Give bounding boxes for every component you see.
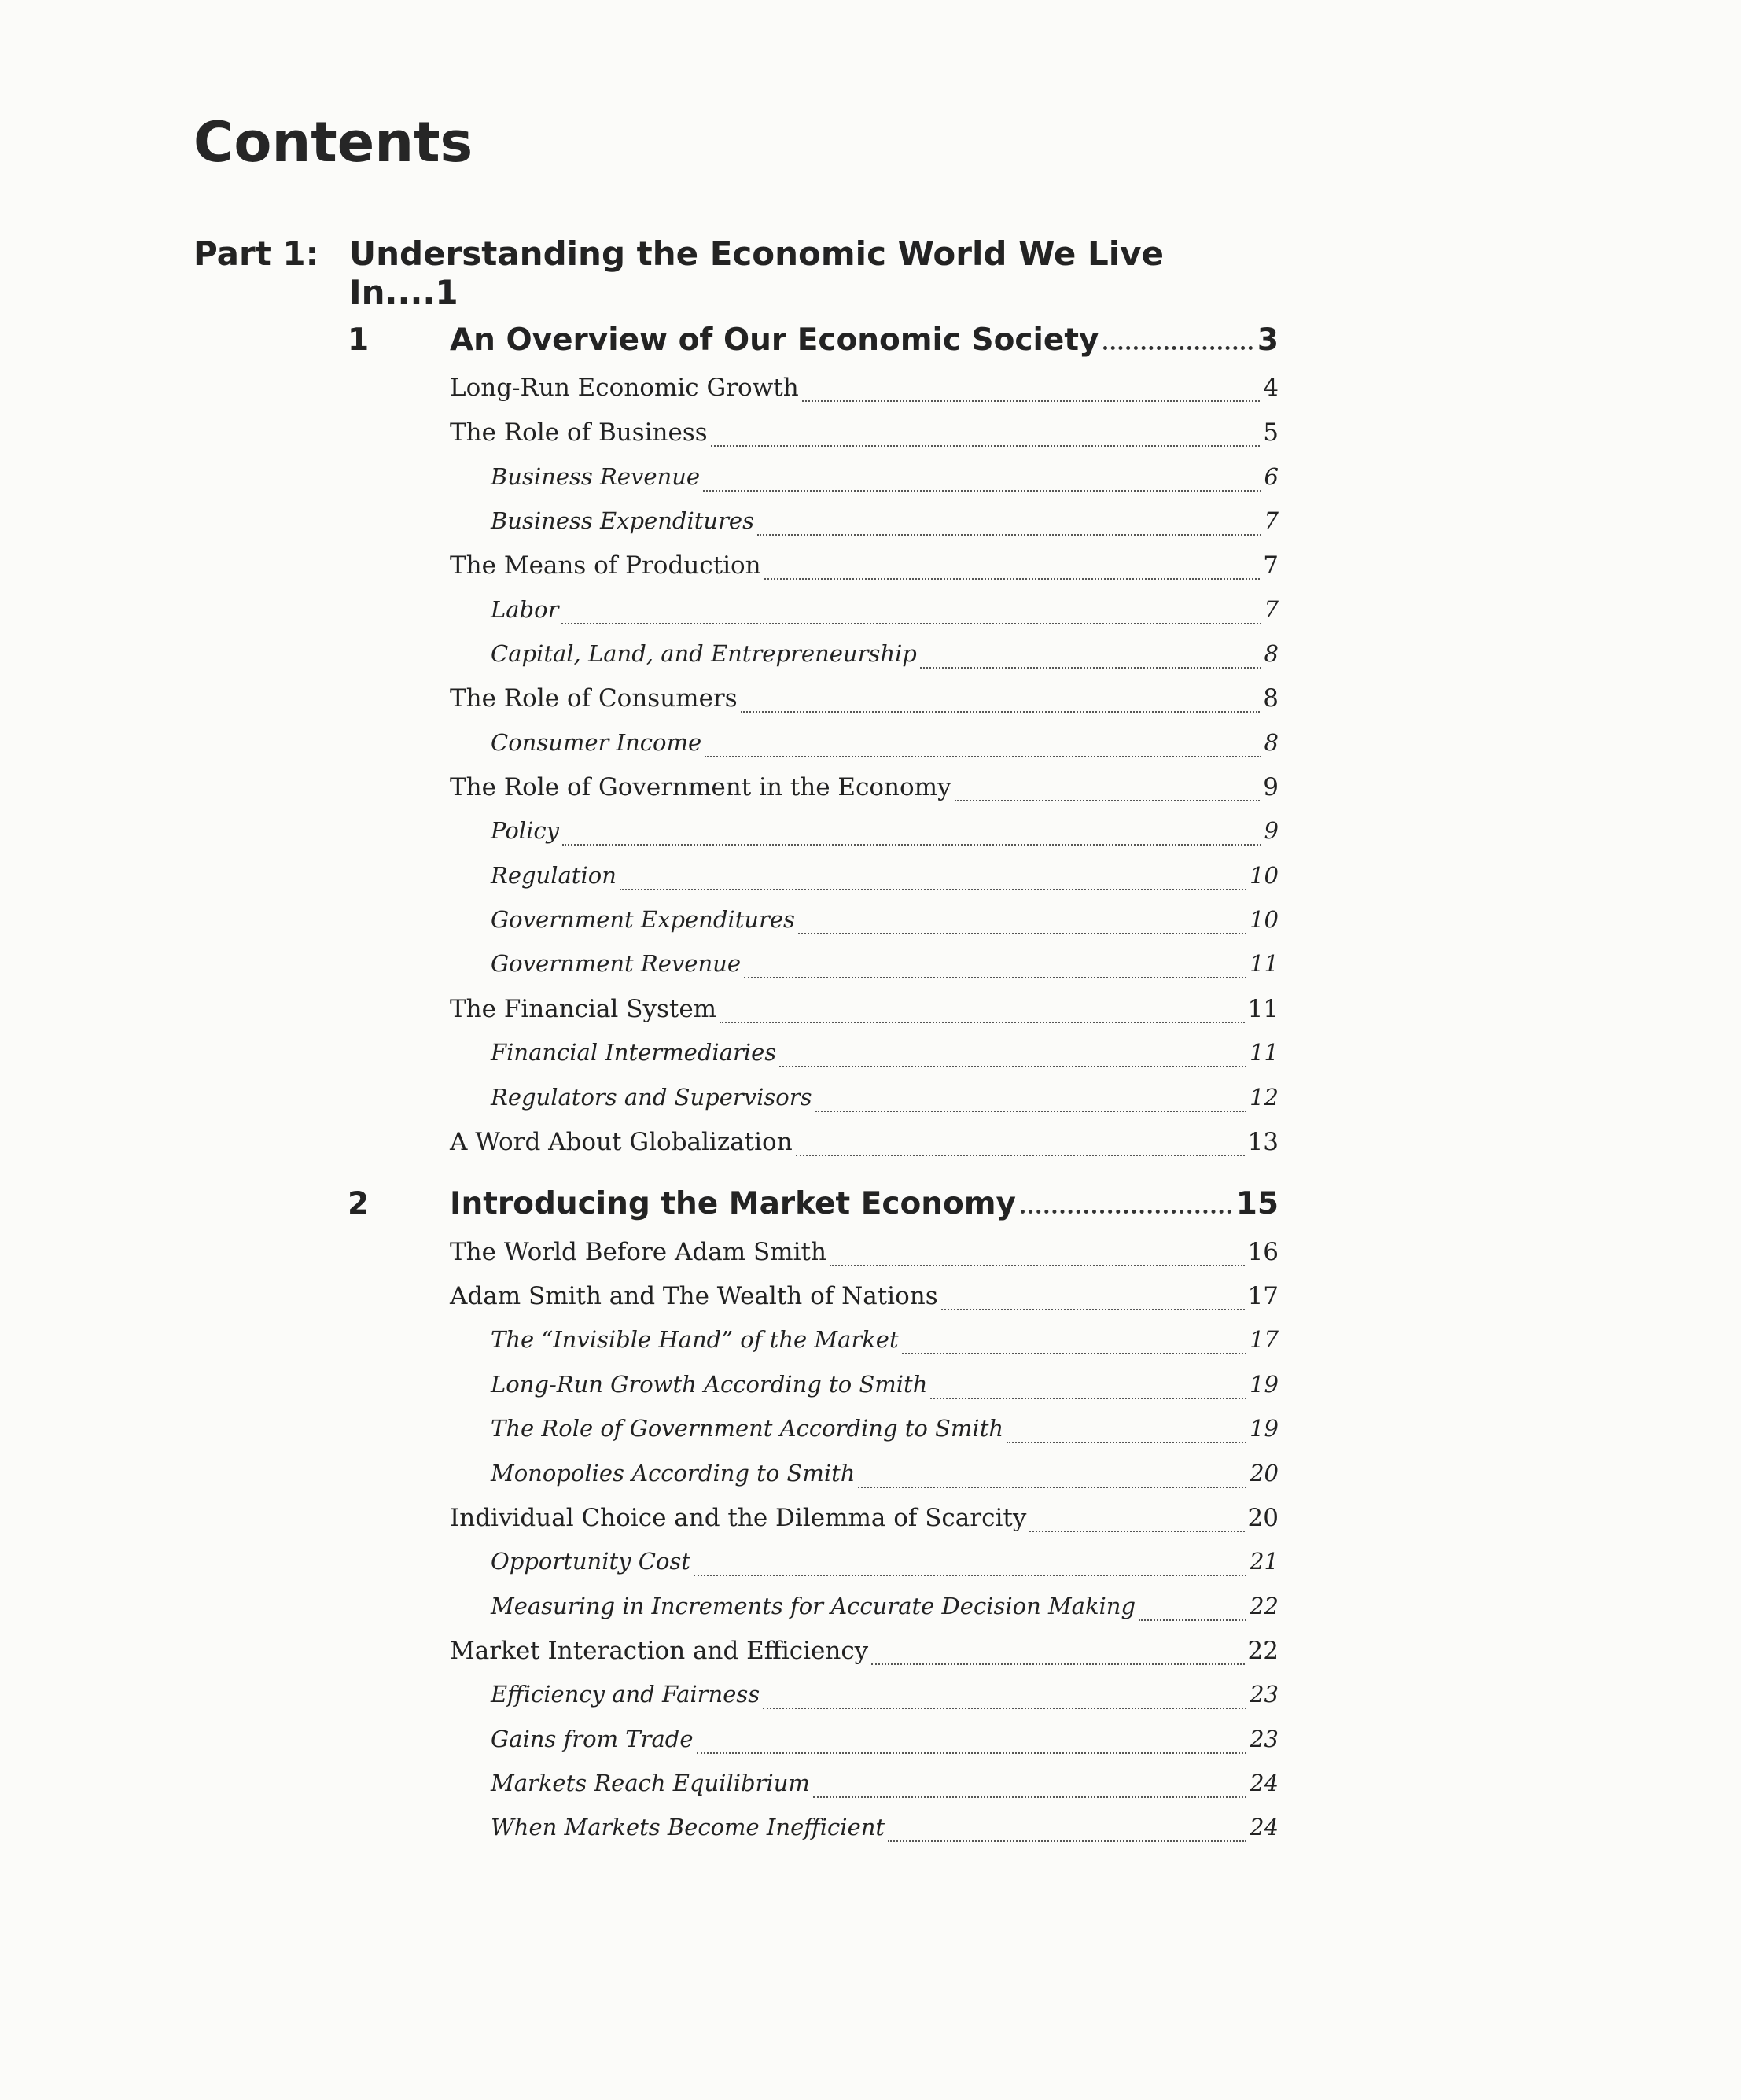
entry-title: Capital, Land, and Entrepreneurship: [491, 640, 917, 667]
entry-page: 19: [1250, 1415, 1279, 1442]
toc-subentry[interactable]: [491, 596, 1279, 631]
toc-subentry[interactable]: [491, 1593, 1279, 1627]
part-title: Understanding the Economic World We Live In....1: [349, 234, 1165, 311]
chapter-page: 3: [1257, 322, 1279, 358]
part-page: 1: [435, 273, 458, 311]
chapter-heading[interactable]: [348, 1186, 1279, 1229]
leader-dots: [871, 1663, 1244, 1665]
leader-dots: [1029, 1531, 1244, 1532]
entry-page: 8: [1264, 640, 1279, 667]
leader-dots: [1103, 346, 1252, 350]
chapter-heading[interactable]: [348, 322, 1279, 365]
chapter-number: 2: [348, 1186, 370, 1221]
leader-dots: [779, 1066, 1246, 1067]
entry-page: 11: [1250, 950, 1279, 977]
entry-page: 10: [1250, 906, 1279, 933]
leader-dots: [705, 756, 1261, 757]
entry-page: 10: [1250, 862, 1279, 889]
entry-page: 7: [1264, 507, 1279, 534]
toc-subentry[interactable]: [491, 463, 1279, 498]
leader-dots: [561, 623, 1261, 624]
toc-subentry[interactable]: [491, 507, 1279, 542]
toc-subentry[interactable]: [491, 906, 1279, 941]
toc-entry[interactable]: [450, 418, 1279, 453]
toc-subentry[interactable]: [491, 640, 1279, 675]
entry-title: Government Expenditures: [491, 906, 795, 933]
entry-page: 9: [1264, 817, 1279, 844]
leader-dots: [741, 711, 1261, 713]
toc-subentry[interactable]: [491, 729, 1279, 764]
toc-subentry[interactable]: [491, 1681, 1279, 1715]
toc-subentry[interactable]: [491, 1084, 1279, 1118]
entry-page: 13: [1247, 1128, 1279, 1156]
leader-dots: [1139, 1619, 1246, 1621]
entry-title: Measuring in Increments for Accurate Decision Making: [491, 1593, 1136, 1619]
leader-dots: [697, 1752, 1247, 1754]
leader-dots: [930, 1398, 1246, 1399]
toc-subentry[interactable]: [491, 1726, 1279, 1760]
toc-entry[interactable]: [450, 374, 1279, 408]
entry-page: 21: [1250, 1548, 1279, 1575]
leader-dots: [798, 933, 1246, 934]
leader-dots: [796, 1155, 1245, 1156]
leader-dots: [620, 889, 1246, 890]
leader-dots: [764, 578, 1261, 580]
leader-dots: [802, 400, 1261, 402]
leader-dots: [744, 977, 1246, 978]
entry-page: 24: [1250, 1770, 1279, 1796]
entry-page: 22: [1250, 1593, 1279, 1619]
toc-subentry[interactable]: [491, 1460, 1279, 1494]
leader-dots: [941, 1309, 1245, 1310]
entry-title: Markets Reach Equilibrium: [491, 1770, 810, 1796]
entry-title: Long-Run Growth According to Smith: [491, 1371, 928, 1398]
entry-page: 12: [1250, 1084, 1279, 1111]
leader-dots: [888, 1840, 1246, 1842]
toc-entry[interactable]: [450, 684, 1279, 719]
toc-entry[interactable]: [450, 1282, 1279, 1317]
entry-page: 23: [1250, 1726, 1279, 1752]
toc-subentry[interactable]: [491, 1326, 1279, 1361]
entry-title: The Role of Business: [450, 418, 708, 447]
entry-title: Monopolies According to Smith: [491, 1460, 856, 1487]
entry-page: 7: [1263, 551, 1279, 580]
leader-dots: [815, 1111, 1247, 1112]
leader-dots: [813, 1796, 1246, 1798]
entry-page: 9: [1263, 773, 1279, 801]
part-label: Part 1:: [193, 234, 319, 273]
toc-subentry[interactable]: [491, 862, 1279, 897]
toc-entry[interactable]: [450, 995, 1279, 1030]
toc-subentry[interactable]: [491, 950, 1279, 985]
entry-page: 20: [1250, 1460, 1279, 1487]
page-title: Contents: [193, 110, 473, 175]
leader-dots: [763, 1708, 1246, 1709]
toc-entry[interactable]: [450, 551, 1279, 586]
entry-title: A Word About Globalization: [450, 1128, 793, 1156]
entry-title: The Means of Production: [450, 551, 761, 580]
leader-dots: [711, 445, 1261, 447]
leader-dots: [757, 534, 1261, 536]
leader-dots: [720, 1022, 1244, 1023]
chapter-number: 1: [348, 322, 370, 358]
entry-title: The “Invisible Hand” of the Market: [491, 1326, 899, 1353]
leader-dots: [902, 1353, 1246, 1354]
leader-dots: [858, 1487, 1246, 1488]
entry-title: Government Revenue: [491, 950, 741, 977]
entry-title: Regulation: [491, 862, 617, 889]
entry-title: Long-Run Economic Growth: [450, 374, 799, 402]
entry-page: 5: [1263, 418, 1279, 447]
entry-page: 11: [1247, 995, 1279, 1023]
leader-dots: [1021, 1210, 1231, 1214]
toc-entry[interactable]: [450, 773, 1279, 808]
toc-subentry[interactable]: [491, 1814, 1279, 1848]
toc-subentry[interactable]: [491, 1415, 1279, 1450]
leader-dots: [703, 490, 1261, 492]
chapter-page: 15: [1235, 1186, 1279, 1221]
entry-page: 8: [1264, 729, 1279, 756]
entry-page: 4: [1263, 374, 1279, 402]
toc-entry[interactable]: [450, 1637, 1279, 1671]
entry-title: Adam Smith and The Wealth of Nations: [450, 1282, 938, 1310]
entry-title: Market Interaction and Efficiency: [450, 1637, 869, 1665]
entry-title: Regulators and Supervisors: [491, 1084, 812, 1111]
leader-dots: [955, 800, 1261, 801]
entry-title: The Role of Consumers: [450, 684, 738, 713]
entry-page: 8: [1263, 684, 1279, 713]
chapter-title: Introducing the Market Economy: [450, 1186, 1016, 1221]
entry-page: 24: [1250, 1814, 1279, 1840]
toc-subentry[interactable]: [491, 1371, 1279, 1406]
entry-page: 17: [1247, 1282, 1279, 1310]
entry-page: 6: [1264, 463, 1279, 490]
entry-page: 11: [1250, 1039, 1279, 1066]
entry-title: Policy: [491, 817, 559, 844]
entry-title: The Financial System: [450, 995, 717, 1023]
entry-title: Gains from Trade: [491, 1726, 694, 1752]
entry-title: Opportunity Cost: [491, 1548, 690, 1575]
entry-title: The Role of Government in the Economy: [450, 773, 951, 801]
leader-dots: [1007, 1442, 1246, 1443]
toc-subentry[interactable]: [491, 817, 1279, 852]
entry-page: 20: [1247, 1504, 1279, 1532]
entry-page: 7: [1264, 596, 1279, 623]
entry-title: Business Expenditures: [491, 507, 754, 534]
entry-title: When Markets Become Inefficient: [491, 1814, 885, 1840]
entry-title: Financial Intermediaries: [491, 1039, 777, 1066]
leader-dots: [830, 1265, 1245, 1266]
toc-entry[interactable]: [450, 1504, 1279, 1538]
leader-dots: [694, 1575, 1246, 1576]
entry-page: 23: [1250, 1681, 1279, 1708]
entry-title: The World Before Adam Smith: [450, 1238, 826, 1266]
entry-title: Consumer Income: [491, 729, 702, 756]
entry-page: 22: [1247, 1637, 1279, 1665]
entry-title: Business Revenue: [491, 463, 701, 490]
entry-page: 19: [1250, 1371, 1279, 1398]
leader-dots: [920, 667, 1261, 669]
toc-subentry[interactable]: [491, 1770, 1279, 1804]
entry-page: 16: [1247, 1238, 1279, 1266]
toc-subentry[interactable]: [491, 1039, 1279, 1074]
leader-dots: [562, 844, 1261, 846]
entry-page: 17: [1250, 1326, 1279, 1353]
toc-entry[interactable]: [450, 1238, 1279, 1273]
toc-entry[interactable]: [450, 1128, 1279, 1162]
chapter-title: An Overview of Our Economic Society: [450, 322, 1099, 358]
entry-title: Efficiency and Fairness: [491, 1681, 760, 1708]
entry-title: Individual Choice and the Dilemma of Scarcity: [450, 1504, 1027, 1532]
toc-subentry[interactable]: [491, 1548, 1279, 1582]
entry-title: The Role of Government According to Smith: [491, 1415, 1004, 1442]
entry-title: Labor: [491, 596, 559, 623]
